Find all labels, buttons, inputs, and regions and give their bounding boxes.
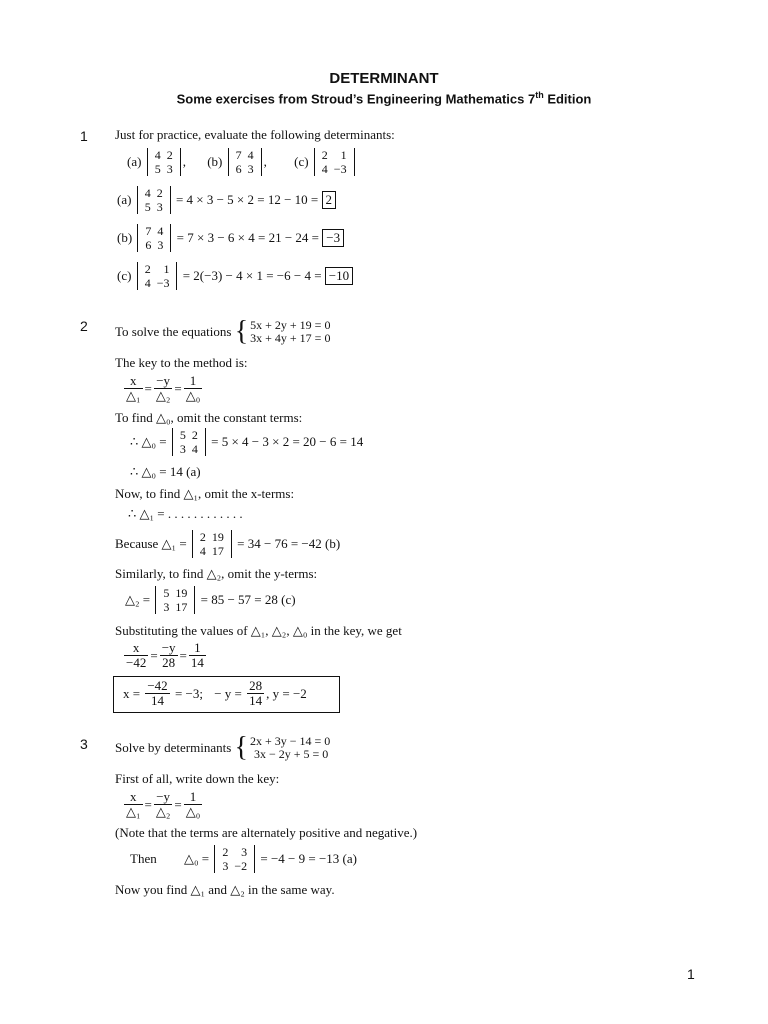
q3-final: Now you find △₁ and △₂ in the same way. bbox=[115, 882, 335, 897]
question-number-1: 1 bbox=[80, 128, 88, 144]
q1-intro: Just for practice, evaluate the following determinants: bbox=[115, 127, 395, 142]
question-number-2: 2 bbox=[80, 318, 88, 334]
q2-find-d2: Similarly, to find △₂, omit the y-terms: bbox=[115, 566, 318, 581]
matrix-c: 2 1 4 −3 bbox=[314, 148, 355, 176]
q3-d0-calc: Then △₀ = 2 3 3 −2 = −4 − 9 = −13 (a) bbox=[130, 845, 357, 873]
page-title: DETERMINANT bbox=[329, 70, 439, 87]
matrix-b: 7 4 6 3 bbox=[228, 148, 262, 176]
q1-answer-a: (a) 4 2 5 3 = 4 × 3 − 5 × 2 = 12 − 10 = 2 bbox=[117, 186, 336, 214]
matrix-a: 4 2 5 3 bbox=[147, 148, 181, 176]
q1-answer-c: (c) 2 1 4 −3 = 2(−3) − 4 × 1 = −6 − 4 = −10 bbox=[117, 262, 353, 290]
q2-d1-dots: ∴ △₁ = . . . . . . . . . . . . bbox=[128, 506, 243, 521]
q2-d1-calc: Because △₁ = 2 19 4 17 = 34 − 76 = −42 (b) bbox=[115, 530, 341, 558]
answer-box-c: −10 bbox=[325, 267, 353, 285]
q1-determinant-list: (a) 4 2 5 3 , (b) 7 4 6 3 , (c) 2 1 4 −3 bbox=[127, 148, 357, 176]
q1-answer-b: (b) 7 4 6 3 = 7 × 3 − 6 × 4 = 21 − 24 = −3 bbox=[117, 224, 344, 252]
q2-substituted-key: $\frac{x}{-42}$ = $\frac{-y}{28}$ = $\frac{1}{14}$ bbox=[126, 640, 204, 670]
q2-key-fractions: $\frac{x}{\text{△₁}}$ = $\frac{-y}{\text{△₂}}$ = $\frac{1}{\text{△₀}}$ bbox=[126, 373, 201, 403]
answer-box-b: −3 bbox=[322, 229, 344, 247]
q2-find-d0: To find △₀, omit the constant terms: bbox=[115, 410, 303, 425]
q2-intro: To solve the equations { 5x + 2y + 19 = 0 3x + 4y + 17 = 0 bbox=[115, 316, 331, 347]
q2-d2-calc: △₂ = 5 19 3 17 = 85 − 57 = 28 (c) bbox=[125, 586, 296, 614]
q2-key-text: The key to the method is: bbox=[115, 355, 248, 370]
q3-key-fractions: $\frac{x}{\text{△₁}}$ = $\frac{-y}{\text{△₂}}$ = $\frac{1}{\text{△₀}}$ bbox=[126, 789, 201, 819]
q2-d0-result: ∴ △₀ = 14 (a) bbox=[130, 464, 201, 479]
q2-d0-calc: ∴ △₀ = 5 2 3 4 = 5 × 4 − 3 × 2 = 20 − 6 = 14 bbox=[130, 428, 364, 456]
q2-result: x = $\frac{-42}{14}$ = −3; − y = $\frac{28}{14}$ , y = −2 bbox=[123, 678, 307, 708]
q2-find-d1: Now, to find △₁, omit the x-terms: bbox=[115, 486, 295, 501]
q3-first: First of all, write down the key: bbox=[115, 771, 280, 786]
question-number-3: 3 bbox=[80, 736, 88, 752]
q3-note: (Note that the terms are alternately positive and negative.) bbox=[115, 825, 418, 840]
q3-intro: Solve by determinants { 2x + 3y − 14 = 0 3x − 2y + 5 = 0 bbox=[115, 732, 331, 763]
page-subtitle: Some exercises from Stroud’s Engineering Mathematics 7th Edition bbox=[176, 90, 592, 107]
q2-substitute: Substituting the values of △₁, △₂, △₀ in the key, we get bbox=[115, 623, 402, 638]
answer-box-a: 2 bbox=[322, 191, 337, 209]
page-number: 1 bbox=[687, 966, 695, 982]
